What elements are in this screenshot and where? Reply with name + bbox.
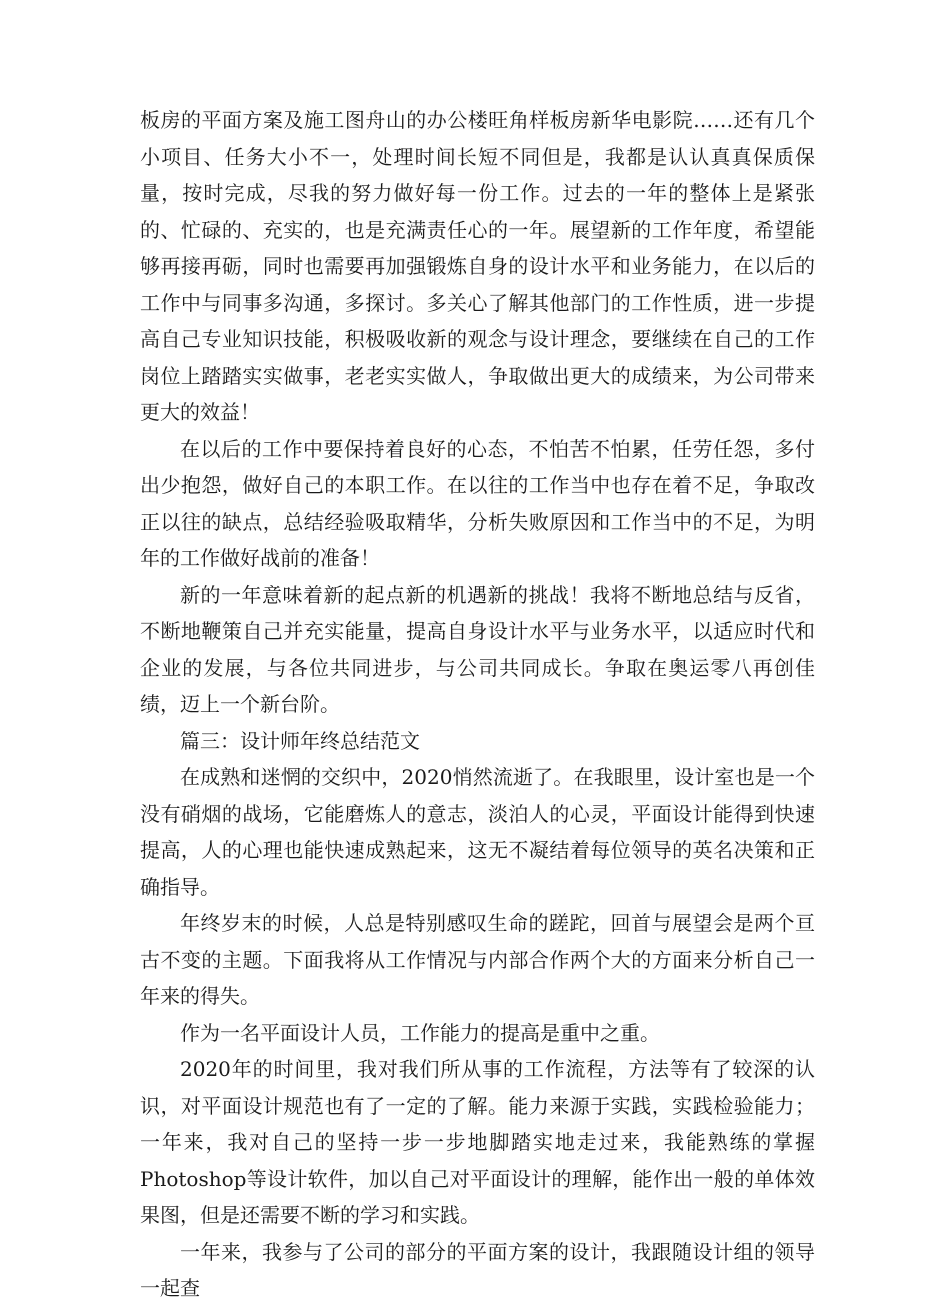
paragraph-3: 新的一年意味着新的起点新的机遇新的挑战！我将不断地总结与反省，不断地鞭策自己并充实能量，提高自身设计水平与业务水平，以适应时代和企业的发展，与各位共同进步，与公司共同成长。争取在奥运零八再创佳绩，迈上一个新台阶。 bbox=[140, 582, 815, 716]
paragraph-6: 作为一名平面设计人员，工作能力的提高是重中之重。 bbox=[180, 1020, 660, 1045]
paragraph-7: 2020年的时间里，我对我们所从事的工作流程，方法等有了较深的认识，对平面设计规范也有了一定的了解。能力来源于实践，实践检验能力；一年来，我对自己的坚持一步一步地脚踏实地走过来，我能熟练的掌握Photoshop等设计软件，加以自己对平面设计的理解，能作出一般的单体效果图，但是还需要不断的学习和实践。 bbox=[140, 1057, 815, 1227]
paragraph-5: 年终岁末的时候，人总是特别感叹生命的蹉跎，回首与展望会是两个亘古不变的主题。下面我将从工作情况与内部合作两个大的方面来分析自己一年来的得失。 bbox=[140, 911, 815, 1008]
paragraph-4: 在成熟和迷惘的交织中，2020悄然流逝了。在我眼里，设计室也是一个没有硝烟的战场，它能磨炼人的意志，淡泊人的心灵，平面设计能得到快速提高，人的心理也能快速成熟起来，这无不凝结着每位领导的英名决策和正确指导。 bbox=[140, 765, 815, 899]
paragraph-8: 一年来，我参与了公司的部分的平面方案的设计，我跟随设计组的领导一起查 bbox=[140, 1239, 815, 1300]
document-body bbox=[140, 102, 815, 1307]
section-heading: 篇三：设计师年终总结范文 bbox=[180, 728, 420, 753]
paragraph-2: 在以后的工作中要保持着良好的心态，不怕苦不怕累，任劳任怨，多付出少抱怨，做好自己的本职工作。在以往的工作当中也存在着不足，争取改正以往的缺点，总结经验吸取精华，分析失败原因和工作当中的不足，为明年的工作做好战前的准备！ bbox=[140, 436, 815, 570]
paragraph-1: 板房的平面方案及施工图舟山的办公楼旺角样板房新华电影院……还有几个小项目、任务大小不一，处理时间长短不同但是，我都是认认真真保质保量，按时完成，尽我的努力做好每一份工作。过去的一年的整体上是紧张的、忙碌的、充实的，也是充满责任心的一年。展望新的工作年度，希望能够再接再砺，同时也需要再加强锻炼自身的设计水平和业务能力，在以后的工作中与同事多沟通，多探讨。多关心了解其他部门的工作性质，进一步提高自己专业知识技能，积极吸收新的观念与设计理念，要继续在自己的工作岗位上踏踏实实做事，老老实实做人，争取做出更大的成绩来，为公司带来更大的效益！ bbox=[140, 108, 815, 424]
